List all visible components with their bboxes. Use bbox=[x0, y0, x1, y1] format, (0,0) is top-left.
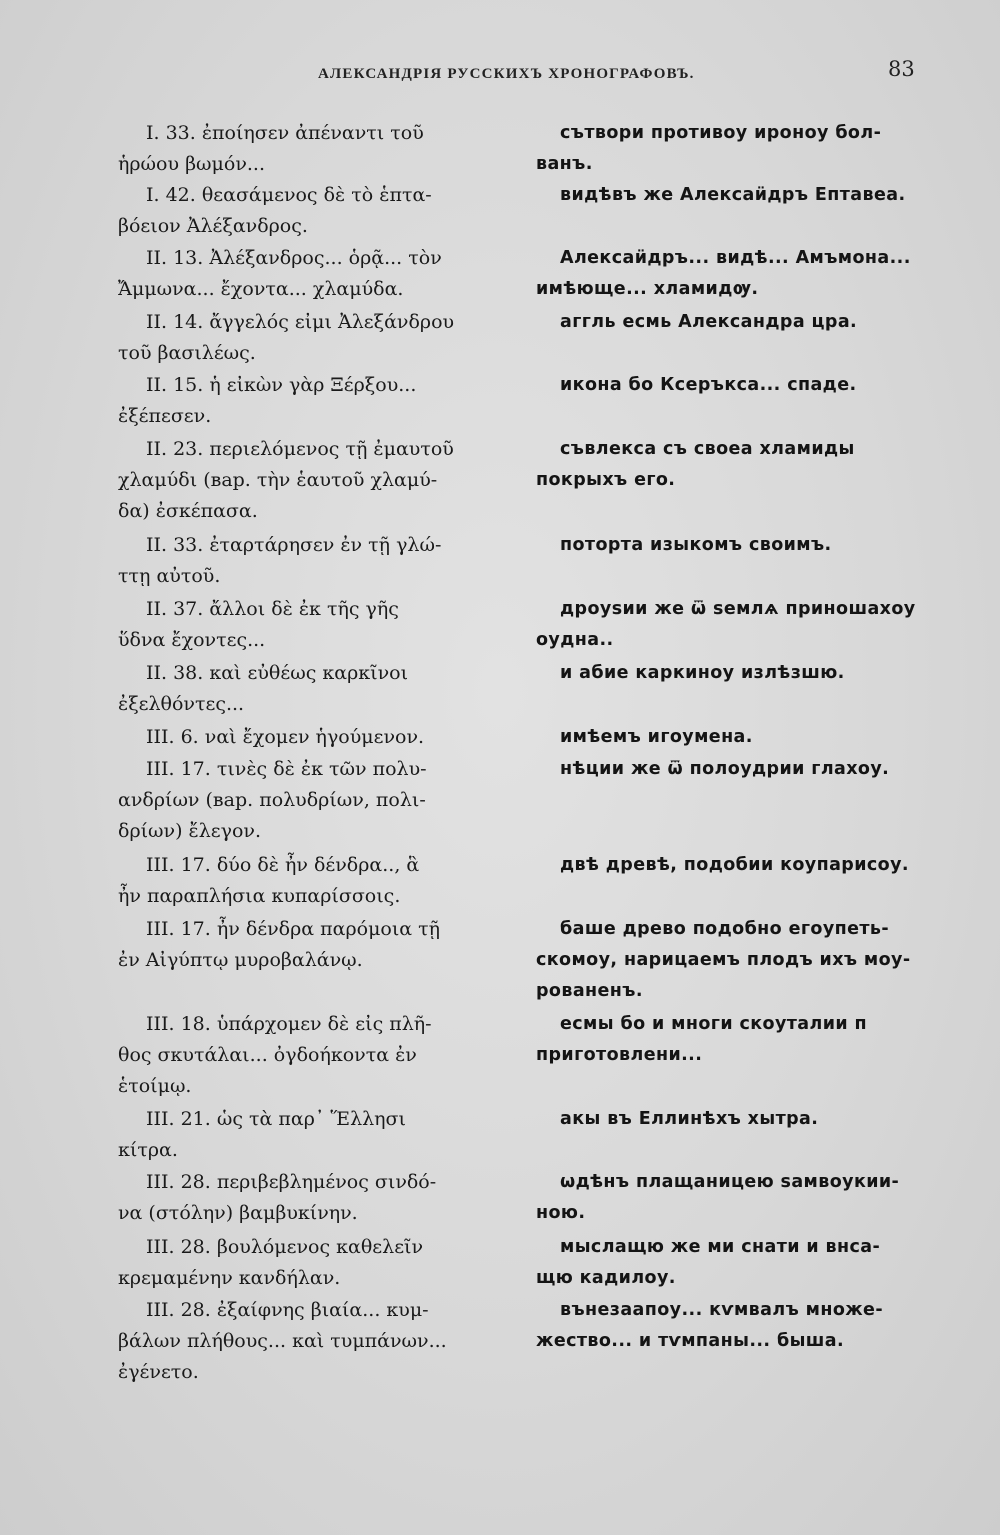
greek-line: κρεμαμένην κανδήλαν. bbox=[118, 1267, 341, 1289]
slavonic-line: видѣвъ же Алексаӥдръ Ептавеа. bbox=[560, 185, 906, 205]
greek-line: II. 38. καὶ εὐθέως καρκῖνοι bbox=[146, 662, 409, 684]
slavonic-passage bbox=[536, 307, 936, 338]
greek-line: ἦν παραπλήσια κυπαρίσσοις. bbox=[118, 885, 401, 907]
greek-passage bbox=[118, 1104, 514, 1166]
slavonic-line: ванъ. bbox=[536, 154, 593, 174]
slavonic-passage bbox=[536, 658, 936, 689]
slavonic-passage bbox=[536, 1009, 936, 1071]
greek-line: δα) ἐσκέπασα. bbox=[118, 500, 258, 522]
running-head: АЛЕКСАНДРІЯ РУССКИХЪ ХРОНОГРАФОВЪ. bbox=[318, 66, 695, 82]
greek-line: θος σκυτάλαι... ὀγδοήκοντα ἐν bbox=[118, 1044, 417, 1066]
slavonic-line: жество... и тѵмпаны... быша. bbox=[536, 1331, 845, 1351]
slavonic-line: вънезаапоу... кѵмвалъ множе- bbox=[560, 1300, 883, 1320]
greek-line: II. 14. ἄγγελός εἰμι Ἀλεξάνδρου bbox=[146, 311, 455, 333]
greek-line: II. 37. ἄλλοι δὲ ἐκ τῆς γῆς bbox=[146, 598, 399, 620]
greek-passage bbox=[118, 370, 514, 432]
slavonic-line: есмы бо и многи скоуталии п bbox=[560, 1014, 868, 1034]
greek-line: ἡρώου βωμόν... bbox=[118, 153, 266, 175]
greek-line: δρίων) ἔλεγον. bbox=[118, 820, 262, 842]
slavonic-line: имѣюще... хламидѹ. bbox=[536, 279, 759, 299]
greek-line: ἐν Αἰγύπτῳ μυροβαλάνῳ. bbox=[118, 949, 363, 971]
greek-line: III. 17. δύο δὲ ἦν δένδρα.., ἃ bbox=[146, 854, 420, 876]
greek-line: III. 18. ὑπάρχομεν δὲ εἰς πλῆ- bbox=[146, 1013, 432, 1035]
greek-passage bbox=[118, 118, 514, 180]
slavonic-passage bbox=[536, 1295, 936, 1357]
greek-line: ανδρίων (вар. πολυδρίων, πολι- bbox=[118, 789, 426, 811]
greek-passage bbox=[118, 434, 514, 527]
greek-line: II. 23. περιελόμενος τῇ ἐμαυτοῦ bbox=[146, 438, 454, 460]
slavonic-line: щю кадилоу. bbox=[536, 1268, 676, 1288]
greek-line: ὕδνα ἔχοντες... bbox=[118, 629, 266, 651]
greek-line: III. 28. ἐξαίφνης βιαία... κυμ- bbox=[146, 1299, 429, 1321]
greek-line: κίτρα. bbox=[118, 1139, 178, 1161]
slavonic-passage bbox=[536, 180, 936, 211]
greek-line: I. 33. ἐποίησεν ἀπέναντι τοῦ bbox=[146, 122, 424, 144]
greek-passage bbox=[118, 180, 514, 242]
greek-line: ἐξελθόντες... bbox=[118, 693, 245, 715]
slavonic-passage bbox=[536, 243, 936, 305]
slavonic-line: аггль есмь Александра цра. bbox=[560, 312, 858, 332]
greek-line: III. 6. ναὶ ἔχομεν ἡγούμενον. bbox=[146, 726, 425, 748]
greek-passage bbox=[118, 1167, 514, 1229]
greek-passage bbox=[118, 594, 514, 656]
greek-passage bbox=[118, 1232, 514, 1294]
greek-line: ἑτοίμῳ. bbox=[118, 1075, 192, 1097]
page-number: 83 bbox=[888, 57, 915, 81]
greek-passage bbox=[118, 307, 514, 369]
greek-line: III. 17. ἦν δένδρα παρόμοια τῇ bbox=[146, 918, 441, 940]
slavonic-line: двѣ древѣ, подобии коупарисоу. bbox=[560, 855, 909, 875]
slavonic-passage bbox=[536, 914, 936, 1007]
slavonic-passage bbox=[536, 1232, 936, 1294]
slavonic-line: рованенъ. bbox=[536, 981, 643, 1001]
greek-passage bbox=[118, 754, 514, 847]
greek-line: ἐγένετο. bbox=[118, 1361, 199, 1383]
slavonic-line: покрыхъ его. bbox=[536, 470, 676, 490]
slavonic-line: скомоу, нарицаемъ плодъ ихъ моу- bbox=[536, 950, 911, 970]
slavonic-line: потортa изыкомъ своимъ. bbox=[560, 535, 832, 555]
slavonic-line: акы въ Еллинѣхъ хытра. bbox=[560, 1109, 819, 1129]
slavonic-passage bbox=[536, 722, 936, 753]
slavonic-line: съвлекса съ своеа хламиды bbox=[560, 439, 855, 459]
greek-passage bbox=[118, 530, 514, 592]
greek-line: II. 15. ἡ εἰκὼν γὰρ Ξέρξου... bbox=[146, 374, 417, 396]
slavonic-line: баше древо подобно егоупеть- bbox=[560, 919, 890, 939]
slavonic-line: приготовлени... bbox=[536, 1045, 703, 1065]
greek-line: ττῃ αὐτοῦ. bbox=[118, 565, 221, 587]
greek-line: I. 42. θεασάμενος δὲ τὸ ἑπτα- bbox=[146, 184, 432, 206]
greek-line: III. 28. βουλόμενος καθελεῖν bbox=[146, 1236, 424, 1258]
slavonic-line: оудна.. bbox=[536, 630, 614, 650]
greek-passage bbox=[118, 243, 514, 305]
greek-passage bbox=[118, 1009, 514, 1102]
greek-line: III. 21. ὡς τὰ παρ᾿ Ἕλλησι bbox=[146, 1108, 406, 1130]
greek-line: III. 28. περιβεβλημένος σινδό- bbox=[146, 1171, 437, 1193]
slavonic-passage bbox=[536, 530, 936, 561]
greek-line: βάλων πλήθους... καὶ τυμπάνων... bbox=[118, 1330, 447, 1352]
greek-line: τοῦ βασιλέως. bbox=[118, 342, 256, 364]
slavonic-passage bbox=[536, 118, 936, 180]
slavonic-passage bbox=[536, 754, 936, 785]
greek-line: III. 17. τινὲς δὲ ἐκ τῶν πολυ- bbox=[146, 758, 427, 780]
slavonic-passage bbox=[536, 850, 936, 881]
slavonic-passage bbox=[536, 434, 936, 496]
greek-line: II. 13. Ἀλέξανδρος... ὁρᾷ... τὸν bbox=[146, 247, 442, 269]
slavonic-passage bbox=[536, 594, 936, 656]
slavonic-line: мыслащю же ми снати и внса- bbox=[560, 1237, 881, 1257]
greek-passage bbox=[118, 658, 514, 720]
slavonic-line: ѡдѣнъ плащаницею ѕамвоукии- bbox=[560, 1172, 900, 1192]
slavonic-line: дроуѕии же ѿ ѕемлѧ приношахоу bbox=[560, 599, 916, 619]
slavonic-line: икона бо Ксеръкса... спаде. bbox=[560, 375, 857, 395]
slavonic-line: и абие каркиноу излѣзшю. bbox=[560, 663, 845, 683]
slavonic-line: сътвори противоу ироноу бол- bbox=[560, 123, 882, 143]
greek-passage bbox=[118, 1295, 514, 1388]
greek-line: να (στόλην) βαμβυκίνην. bbox=[118, 1202, 358, 1224]
slavonic-line: Алексаӥдръ... видѣ... Амъмона... bbox=[560, 248, 911, 268]
slavonic-line: нѣции же ѿ полоудрии глахоу. bbox=[560, 759, 890, 779]
greek-line: βόειον Ἀλέξανδρος. bbox=[118, 215, 308, 237]
greek-line: Ἄμμωνα... ἔχοντα... χλαμύδα. bbox=[118, 278, 404, 300]
greek-passage bbox=[118, 722, 514, 753]
greek-passage bbox=[118, 850, 514, 912]
greek-passage bbox=[118, 914, 514, 976]
greek-line: χλαμύδι (вар. τὴν ἑαυτοῦ χλαμύ- bbox=[118, 469, 438, 491]
slavonic-line: ною. bbox=[536, 1203, 586, 1223]
slavonic-passage bbox=[536, 370, 936, 401]
greek-line: II. 33. ἐταρτάρησεν ἐν τῇ γλώ- bbox=[146, 534, 442, 556]
slavonic-passage bbox=[536, 1167, 936, 1229]
slavonic-line: имѣемъ игоумена. bbox=[560, 727, 753, 747]
slavonic-passage bbox=[536, 1104, 936, 1135]
greek-line: ἐξέπεσεν. bbox=[118, 405, 212, 427]
